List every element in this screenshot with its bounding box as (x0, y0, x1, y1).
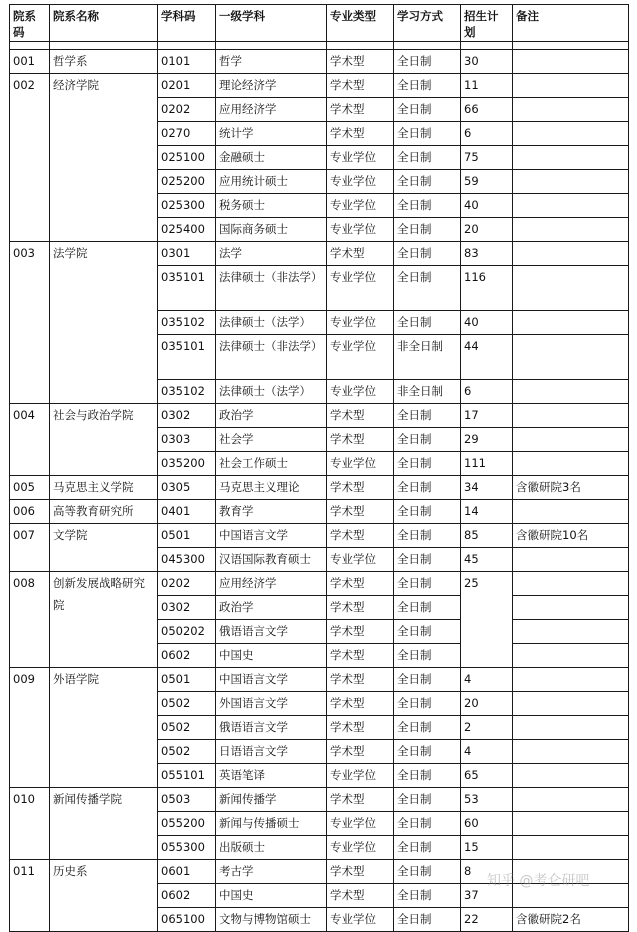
degree-type: 专业学位 (327, 194, 394, 218)
subject-code: 055101 (158, 764, 216, 788)
degree-type: 专业学位 (327, 380, 394, 404)
college-name: 历史系 (50, 860, 158, 932)
enrollment-plan: 53 (461, 788, 513, 812)
degree-type: 学术型 (327, 242, 394, 266)
degree-type: 学术型 (327, 74, 394, 98)
subject-name: 文物与博物馆硕士 (216, 908, 327, 932)
header-note: 备注 (513, 5, 629, 42)
study-mode: 全日制 (394, 644, 461, 668)
table-row (10, 242, 629, 266)
degree-type: 学术型 (327, 428, 394, 452)
degree-type: 学术型 (327, 98, 394, 122)
study-mode: 全日制 (394, 50, 461, 74)
header-spacer-row (10, 42, 629, 50)
subject-code: 0101 (158, 50, 216, 74)
table-row (10, 404, 629, 428)
header-college-name: 院系名称 (50, 5, 158, 42)
subject-name: 俄语语言文学 (216, 716, 327, 740)
note (513, 170, 629, 194)
degree-type: 专业学位 (327, 452, 394, 476)
enrollment-plan: 40 (461, 311, 513, 335)
degree-type: 专业学位 (327, 836, 394, 860)
note (513, 548, 629, 572)
college-code: 001 (10, 50, 50, 74)
degree-type: 学术型 (327, 50, 394, 74)
degree-type: 专业学位 (327, 335, 394, 380)
study-mode: 全日制 (394, 836, 461, 860)
note (513, 335, 629, 380)
degree-type: 专业学位 (327, 548, 394, 572)
study-mode: 全日制 (394, 170, 461, 194)
subject-name: 法律硕士（非法学） (216, 266, 327, 311)
table-row (10, 74, 629, 98)
study-mode: 全日制 (394, 740, 461, 764)
degree-type: 学术型 (327, 788, 394, 812)
table-row (10, 572, 629, 596)
subject-code: 0302 (158, 596, 216, 620)
enrollment-plan: 15 (461, 836, 513, 860)
subject-name: 统计学 (216, 122, 327, 146)
subject-name: 外国语言文学 (216, 692, 327, 716)
degree-type: 学术型 (327, 476, 394, 500)
subject-name: 法律硕士（法学） (216, 311, 327, 335)
subject-code: 0305 (158, 476, 216, 500)
enrollment-plan: 22 (461, 908, 513, 932)
subject-name: 中国语言文学 (216, 524, 327, 548)
enrollment-plan: 85 (461, 524, 513, 548)
zhihu-watermark: 知乎 @考仑研吧 (487, 873, 590, 889)
subject-name: 哲学 (216, 50, 327, 74)
subject-name: 社会工作硕士 (216, 452, 327, 476)
note (513, 884, 629, 908)
header-college-code: 院系码 (10, 5, 50, 42)
enrollment-plan: 2 (461, 716, 513, 740)
study-mode: 全日制 (394, 74, 461, 98)
degree-type: 专业学位 (327, 908, 394, 932)
study-mode: 全日制 (394, 620, 461, 644)
table-row (10, 668, 629, 692)
study-mode: 全日制 (394, 242, 461, 266)
college-name: 文学院 (50, 524, 158, 572)
college-name: 外语学院 (50, 668, 158, 788)
college-name: 社会与政治学院 (50, 404, 158, 476)
subject-code: 025300 (158, 194, 216, 218)
note (513, 740, 629, 764)
note: 含徽研院10名 (513, 524, 629, 548)
degree-type: 学术型 (327, 884, 394, 908)
college-code: 003 (10, 242, 50, 404)
note (513, 764, 629, 788)
note (513, 692, 629, 716)
note (513, 788, 629, 812)
degree-type: 学术型 (327, 524, 394, 548)
table-row (10, 500, 629, 524)
note (513, 98, 629, 122)
subject-name: 法律硕士（法学） (216, 380, 327, 404)
subject-name: 社会学 (216, 428, 327, 452)
enrollment-plan: 25 (461, 572, 513, 668)
subject-name: 政治学 (216, 404, 327, 428)
note (513, 404, 629, 428)
note (513, 860, 629, 884)
subject-name: 英语笔译 (216, 764, 327, 788)
enrollment-plan: 59 (461, 170, 513, 194)
study-mode: 全日制 (394, 452, 461, 476)
subject-name: 理论经济学 (216, 74, 327, 98)
study-mode: 全日制 (394, 884, 461, 908)
subject-name: 中国史 (216, 644, 327, 668)
college-code: 007 (10, 524, 50, 572)
enrollment-plan: 40 (461, 194, 513, 218)
subject-code: 0501 (158, 524, 216, 548)
note (513, 596, 629, 620)
subject-code: 0401 (158, 500, 216, 524)
subject-name: 俄语语言文学 (216, 620, 327, 644)
college-name: 创新发展战略研究院 (50, 572, 158, 668)
subject-code: 035101 (158, 266, 216, 311)
study-mode: 全日制 (394, 98, 461, 122)
study-mode: 全日制 (394, 572, 461, 596)
note (513, 146, 629, 170)
degree-type: 专业学位 (327, 266, 394, 311)
enrollment-plan: 4 (461, 668, 513, 692)
degree-type: 学术型 (327, 668, 394, 692)
subject-name: 教育学 (216, 500, 327, 524)
header-degree-type: 专业类型 (327, 5, 394, 42)
note (513, 194, 629, 218)
subject-name: 考古学 (216, 860, 327, 884)
degree-type: 学术型 (327, 644, 394, 668)
subject-code: 065100 (158, 908, 216, 932)
subject-name: 出版硕士 (216, 836, 327, 860)
subject-code: 0502 (158, 740, 216, 764)
study-mode: 全日制 (394, 122, 461, 146)
degree-type: 学术型 (327, 716, 394, 740)
note (513, 122, 629, 146)
table-row (10, 860, 629, 884)
note (513, 812, 629, 836)
study-mode: 全日制 (394, 788, 461, 812)
degree-type: 学术型 (327, 620, 394, 644)
enrollment-plan: 20 (461, 218, 513, 242)
college-name: 哲学系 (50, 50, 158, 74)
note (513, 74, 629, 98)
note (513, 428, 629, 452)
subject-name: 法学 (216, 242, 327, 266)
college-code: 010 (10, 788, 50, 860)
header-study-mode: 学习方式 (394, 5, 461, 42)
enrollment-plan: 60 (461, 812, 513, 836)
college-name: 新闻传播学院 (50, 788, 158, 860)
degree-type: 学术型 (327, 860, 394, 884)
degree-type: 学术型 (327, 572, 394, 596)
subject-code: 045300 (158, 548, 216, 572)
enrollment-plan: 44 (461, 335, 513, 380)
study-mode: 全日制 (394, 476, 461, 500)
header-enrollment-plan: 招生计划 (461, 5, 513, 42)
subject-code: 0303 (158, 428, 216, 452)
table-row (10, 476, 629, 500)
subject-code: 0202 (158, 98, 216, 122)
subject-code: 0270 (158, 122, 216, 146)
degree-type: 学术型 (327, 404, 394, 428)
subject-code: 0501 (158, 668, 216, 692)
study-mode: 非全日制 (394, 380, 461, 404)
subject-code: 0602 (158, 644, 216, 668)
subject-code: 025400 (158, 218, 216, 242)
degree-type: 专业学位 (327, 218, 394, 242)
table-row (10, 524, 629, 548)
study-mode: 全日制 (394, 194, 461, 218)
note (513, 644, 629, 668)
enrollment-plan: 8 (461, 860, 513, 884)
enrollment-plan: 45 (461, 548, 513, 572)
subject-code: 050202 (158, 620, 216, 644)
subject-name: 日语语言文学 (216, 740, 327, 764)
study-mode: 全日制 (394, 524, 461, 548)
subject-code: 0201 (158, 74, 216, 98)
study-mode: 全日制 (394, 908, 461, 932)
enrollment-plan: 83 (461, 242, 513, 266)
subject-name: 应用统计硕士 (216, 170, 327, 194)
study-mode: 全日制 (394, 692, 461, 716)
enrollment-plan: 14 (461, 500, 513, 524)
note (513, 716, 629, 740)
subject-name: 法律硕士（非法学） (216, 335, 327, 380)
enrollment-plan: 4 (461, 740, 513, 764)
subject-name: 国际商务硕士 (216, 218, 327, 242)
study-mode: 全日制 (394, 428, 461, 452)
subject-code: 0503 (158, 788, 216, 812)
degree-type: 学术型 (327, 740, 394, 764)
subject-name: 金融硕士 (216, 146, 327, 170)
subject-name: 新闻传播学 (216, 788, 327, 812)
subject-code: 025100 (158, 146, 216, 170)
note (513, 50, 629, 74)
subject-code: 035101 (158, 335, 216, 380)
header-subject-code: 学科码 (158, 5, 216, 42)
study-mode: 全日制 (394, 548, 461, 572)
study-mode: 全日制 (394, 860, 461, 884)
college-code: 005 (10, 476, 50, 500)
enrollment-plan: 111 (461, 452, 513, 476)
subject-code: 0302 (158, 404, 216, 428)
enrollment-plan: 11 (461, 74, 513, 98)
note: 含徽研院2名 (513, 908, 629, 932)
degree-type: 学术型 (327, 122, 394, 146)
degree-type: 专业学位 (327, 170, 394, 194)
subject-name: 应用经济学 (216, 572, 327, 596)
subject-code: 035102 (158, 380, 216, 404)
enrollment-plan-table (9, 4, 629, 932)
study-mode: 全日制 (394, 668, 461, 692)
study-mode: 全日制 (394, 218, 461, 242)
subject-code: 025200 (158, 170, 216, 194)
degree-type: 专业学位 (327, 812, 394, 836)
note (513, 836, 629, 860)
subject-name: 马克思主义理论 (216, 476, 327, 500)
subject-name: 税务硕士 (216, 194, 327, 218)
subject-name: 中国语言文学 (216, 668, 327, 692)
college-code: 002 (10, 74, 50, 242)
college-code: 011 (10, 860, 50, 932)
degree-type: 学术型 (327, 596, 394, 620)
enrollment-plan: 34 (461, 476, 513, 500)
enrollment-plan: 17 (461, 404, 513, 428)
study-mode: 全日制 (394, 311, 461, 335)
subject-code: 0602 (158, 884, 216, 908)
college-code: 006 (10, 500, 50, 524)
subject-name: 政治学 (216, 596, 327, 620)
note (513, 572, 629, 596)
subject-code: 035200 (158, 452, 216, 476)
enrollment-plan: 6 (461, 380, 513, 404)
study-mode: 全日制 (394, 812, 461, 836)
enrollment-plan: 20 (461, 692, 513, 716)
college-name: 马克思主义学院 (50, 476, 158, 500)
college-name: 法学院 (50, 242, 158, 404)
enrollment-plan: 29 (461, 428, 513, 452)
note (513, 668, 629, 692)
subject-name: 汉语国际教育硕士 (216, 548, 327, 572)
college-code: 004 (10, 404, 50, 476)
degree-type: 学术型 (327, 500, 394, 524)
study-mode: 全日制 (394, 596, 461, 620)
table-row (10, 788, 629, 812)
study-mode: 全日制 (394, 266, 461, 311)
college-name: 经济学院 (50, 74, 158, 242)
subject-code: 0502 (158, 692, 216, 716)
subject-code: 0202 (158, 572, 216, 596)
subject-code: 0502 (158, 716, 216, 740)
degree-type: 专业学位 (327, 764, 394, 788)
study-mode: 全日制 (394, 716, 461, 740)
degree-type: 专业学位 (327, 311, 394, 335)
study-mode: 全日制 (394, 404, 461, 428)
study-mode: 全日制 (394, 764, 461, 788)
note: 含徽研院3名 (513, 476, 629, 500)
degree-type: 专业学位 (327, 146, 394, 170)
enrollment-plan: 37 (461, 884, 513, 908)
subject-name: 新闻与传播硕士 (216, 812, 327, 836)
enrollment-plan: 66 (461, 98, 513, 122)
subject-code: 055200 (158, 812, 216, 836)
subject-name: 应用经济学 (216, 98, 327, 122)
table-header-row (10, 5, 629, 42)
enrollment-plan: 30 (461, 50, 513, 74)
table-row (10, 50, 629, 74)
note (513, 452, 629, 476)
note (513, 266, 629, 311)
degree-type: 学术型 (327, 692, 394, 716)
college-code: 008 (10, 572, 50, 668)
subject-code: 055300 (158, 836, 216, 860)
note (513, 500, 629, 524)
note (513, 218, 629, 242)
study-mode: 全日制 (394, 146, 461, 170)
enrollment-plan: 6 (461, 122, 513, 146)
enrollment-plan: 65 (461, 764, 513, 788)
study-mode: 非全日制 (394, 335, 461, 380)
study-mode: 全日制 (394, 500, 461, 524)
note (513, 620, 629, 644)
header-subject: 一级学科 (216, 5, 327, 42)
subject-code: 035102 (158, 311, 216, 335)
note (513, 380, 629, 404)
enrollment-plan: 75 (461, 146, 513, 170)
college-name: 高等教育研究所 (50, 500, 158, 524)
subject-name: 中国史 (216, 884, 327, 908)
subject-code: 0601 (158, 860, 216, 884)
subject-code: 0301 (158, 242, 216, 266)
college-code: 009 (10, 668, 50, 788)
note (513, 242, 629, 266)
note (513, 311, 629, 335)
enrollment-plan: 116 (461, 266, 513, 311)
